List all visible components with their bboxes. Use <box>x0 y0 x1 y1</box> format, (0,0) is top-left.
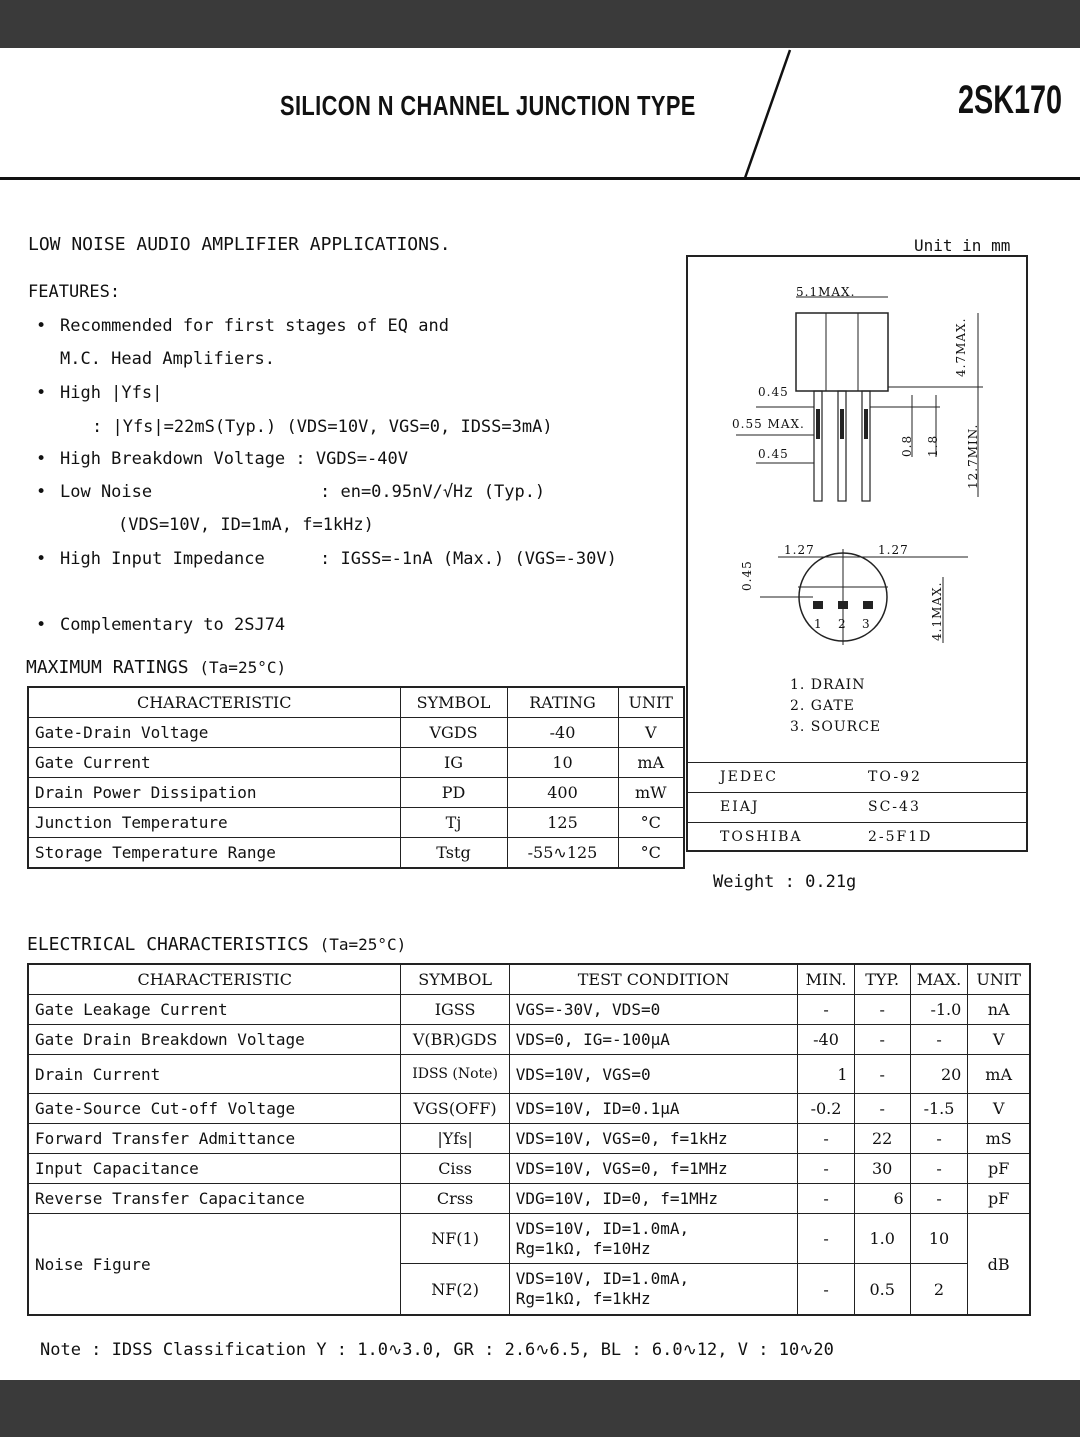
standard-code: SC-43 <box>868 799 921 815</box>
symbol-cell: PD <box>400 778 507 808</box>
standard-row-jedec <box>688 762 1026 793</box>
bullet-icon: • <box>36 615 47 635</box>
max-cell: - <box>910 1154 968 1184</box>
unit-cell: V <box>968 1094 1030 1124</box>
characteristic-cell: Noise Figure <box>28 1214 401 1316</box>
condition-line: VDS=10V, ID=1.0mA, <box>515 1218 690 1238</box>
max-cell: -1.0 <box>910 995 968 1025</box>
symbol-cell: IG <box>400 748 507 778</box>
part-number: 2SK170 <box>958 78 1063 122</box>
dim-label: 5.1MAX. <box>796 285 856 299</box>
rating-cell: -40 <box>507 718 618 748</box>
feature-1-line-1: Recommended for first stages of EQ and <box>60 316 449 336</box>
unit-cell: pF <box>968 1184 1030 1214</box>
typ-cell: - <box>854 1025 910 1055</box>
table-row <box>28 778 684 808</box>
characteristic-cell: Drain Power Dissipation <box>28 778 400 808</box>
column-header: CHARACTERISTIC <box>28 964 401 995</box>
typ-cell: 22 <box>854 1124 910 1154</box>
column-header: MAX. <box>910 964 968 995</box>
column-header: CHARACTERISTIC <box>28 687 400 718</box>
typ-cell: 30 <box>854 1154 910 1184</box>
column-header: RATING <box>507 687 618 718</box>
unit-cell: °C <box>618 838 684 869</box>
symbol-cell: |Yfs| <box>401 1124 509 1154</box>
typ-cell: 0.5 <box>854 1264 910 1315</box>
condition-cell: VDS=10V, ID=0.1μA <box>509 1094 798 1124</box>
characteristic-cell: Gate-Source Cut-off Voltage <box>28 1094 401 1124</box>
feature-1-line-2: M.C. Head Amplifiers. <box>60 349 275 369</box>
symbol-cell: NF(2) <box>401 1264 509 1315</box>
unit-cell: mA <box>968 1055 1030 1094</box>
header-slash-divider <box>0 0 1080 200</box>
electrical-condition: (Ta=25°C) <box>319 935 407 954</box>
condition-line: Rg=1kΩ, f=1kHz <box>515 1289 651 1309</box>
characteristic-cell: Gate Leakage Current <box>28 995 401 1025</box>
feature-2: High |Yfs| <box>60 383 163 403</box>
bullet-icon: • <box>36 549 47 569</box>
min-cell: - <box>798 1154 854 1184</box>
standard-row-eiaj <box>688 792 1026 823</box>
typ-cell: - <box>854 995 910 1025</box>
dim-label: 4.1MAX. <box>930 581 944 641</box>
max-cell: 2 <box>910 1264 968 1315</box>
symbol-cell: V(BR)GDS <box>401 1025 509 1055</box>
characteristic-cell: Input Capacitance <box>28 1154 401 1184</box>
typ-cell: - <box>854 1055 910 1094</box>
max-ratings-heading <box>26 657 286 678</box>
condition-cell: VDS=10V, VGS=0, f=1MHz <box>509 1154 798 1184</box>
standard-code: 2-5F1D <box>868 829 933 845</box>
characteristic-cell: Gate-Drain Voltage <box>28 718 400 748</box>
table-row <box>28 1154 1030 1184</box>
max-cell: 10 <box>910 1214 968 1264</box>
table-row <box>28 718 684 748</box>
min-cell: 1 <box>798 1055 854 1094</box>
unit-cell: °C <box>618 808 684 838</box>
rating-cell: -55∿125 <box>507 838 618 869</box>
electrical-table <box>27 963 1031 1316</box>
table-row <box>28 1025 1030 1055</box>
bullet-icon: • <box>36 316 47 336</box>
standard-org: JEDEC <box>720 769 778 785</box>
condition-cell <box>509 1214 798 1264</box>
symbol-cell: Tj <box>400 808 507 838</box>
condition-cell: VGS=-30V, VDS=0 <box>509 995 798 1025</box>
feature-4: Low Noise <box>60 482 153 502</box>
unit-cell: mW <box>618 778 684 808</box>
bottom-bar <box>0 1380 1080 1437</box>
standard-org: EIAJ <box>720 799 760 815</box>
electrical-heading <box>27 934 406 955</box>
rating-cell: 125 <box>507 808 618 838</box>
characteristic-cell: Junction Temperature <box>28 808 400 838</box>
max-ratings-table <box>27 686 685 869</box>
pin-number: 3 <box>862 617 871 631</box>
pin-label-source: 3. SOURCE <box>790 719 882 735</box>
dim-label: 0.8 <box>900 434 914 457</box>
table-row <box>28 995 1030 1025</box>
condition-line: VDS=10V, ID=1.0mA, <box>515 1269 690 1289</box>
table-row-noise-1 <box>28 1214 1030 1264</box>
table-row <box>28 808 684 838</box>
min-cell: -0.2 <box>798 1094 854 1124</box>
characteristic-cell: Gate Drain Breakdown Voltage <box>28 1025 401 1055</box>
characteristic-cell: Reverse Transfer Capacitance <box>28 1184 401 1214</box>
standard-row-toshiba <box>688 822 1026 853</box>
footnote: Note : IDSS Classification Y : 1.0∿3.0, GR : 2.6∿6.5, BL : 6.0∿12, V : 10∿20 <box>40 1340 834 1360</box>
condition-cell: VDS=10V, VGS=0 <box>509 1055 798 1094</box>
pin-label-gate: 2. GATE <box>790 698 855 714</box>
typ-cell: 6 <box>854 1184 910 1214</box>
min-cell: - <box>798 1184 854 1214</box>
column-header: TYP. <box>854 964 910 995</box>
column-header: MIN. <box>798 964 854 995</box>
table-row <box>28 748 684 778</box>
min-cell: -40 <box>798 1025 854 1055</box>
rating-cell: 400 <box>507 778 618 808</box>
characteristic-cell: Forward Transfer Admittance <box>28 1124 401 1154</box>
symbol-cell: VGS(OFF) <box>401 1094 509 1124</box>
rating-cell: 10 <box>507 748 618 778</box>
min-cell: - <box>798 1214 854 1264</box>
symbol-cell: VGDS <box>400 718 507 748</box>
electrical-title: ELECTRICAL CHARACTERISTICS <box>27 934 309 955</box>
max-cell: 20 <box>910 1055 968 1094</box>
bullet-icon: • <box>36 449 47 469</box>
symbol-cell: NF(1) <box>401 1214 509 1264</box>
standard-org: TOSHIBA <box>720 829 803 845</box>
dim-label: 0.45 <box>758 385 789 399</box>
condition-line: Rg=1kΩ, f=10Hz <box>515 1238 651 1258</box>
standard-code: TO-92 <box>868 769 922 785</box>
min-cell: - <box>798 1264 854 1315</box>
table-row <box>28 1184 1030 1214</box>
symbol-cell: Ciss <box>401 1154 509 1184</box>
feature-2-detail: : |Yfs|=22mS(Typ.) (VDS=10V, VGS=0, IDSS=3mA) <box>92 417 553 437</box>
feature-3: High Breakdown Voltage : VGDS=-40V <box>60 449 408 469</box>
unit-cell: pF <box>968 1154 1030 1184</box>
unit-cell: mA <box>618 748 684 778</box>
dim-label: 1.8 <box>926 434 940 457</box>
feature-6: Complementary to 2SJ74 <box>60 615 286 635</box>
table-header-row <box>28 964 1030 995</box>
unit-cell: mS <box>968 1124 1030 1154</box>
dim-label: 1.27 <box>784 543 815 557</box>
table-row <box>28 838 684 869</box>
condition-cell: VDS=0, IG=-100μA <box>509 1025 798 1055</box>
dim-label: 0.45 <box>740 560 754 591</box>
symbol-cell: Crss <box>401 1184 509 1214</box>
unit-cell: V <box>618 718 684 748</box>
dim-label: 4.7MAX. <box>954 317 968 377</box>
column-header: UNIT <box>968 964 1030 995</box>
pin-label-drain: 1. DRAIN <box>790 677 866 693</box>
feature-5: High Input Impedance <box>60 549 265 569</box>
min-cell: - <box>798 1124 854 1154</box>
dim-label: 12.7MIN. <box>966 423 980 489</box>
condition-cell: VDS=10V, VGS=0, f=1kHz <box>509 1124 798 1154</box>
unit-cell: dB <box>968 1214 1030 1316</box>
max-cell: -1.5 <box>910 1094 968 1124</box>
table-row <box>28 1124 1030 1154</box>
condition-cell: VDG=10V, ID=0, f=1MHz <box>509 1184 798 1214</box>
features-heading: FEATURES: <box>28 282 121 302</box>
symbol-cell: IDSS (Note) <box>401 1055 509 1094</box>
max-ratings-condition: (Ta=25°C) <box>199 658 287 677</box>
max-cell: - <box>910 1124 968 1154</box>
symbol-cell: IGSS <box>401 995 509 1025</box>
application-line: LOW NOISE AUDIO AMPLIFIER APPLICATIONS. <box>28 234 451 255</box>
unit-cell: nA <box>968 995 1030 1025</box>
typ-cell: 1.0 <box>854 1214 910 1264</box>
condition-cell <box>509 1264 798 1315</box>
table-row <box>28 1055 1030 1094</box>
page-title: SILICON N CHANNEL JUNCTION TYPE <box>280 90 696 121</box>
characteristic-cell: Storage Temperature Range <box>28 838 400 869</box>
column-header: SYMBOL <box>400 687 507 718</box>
typ-cell: - <box>854 1094 910 1124</box>
max-cell: - <box>910 1025 968 1055</box>
dim-label: 0.45 <box>758 447 789 461</box>
column-header: SYMBOL <box>401 964 509 995</box>
symbol-cell: Tstg <box>400 838 507 869</box>
unit-note: Unit in mm <box>914 236 1011 255</box>
table-header-row <box>28 687 684 718</box>
header-rule <box>0 177 1080 180</box>
package-outline-box <box>686 255 1028 852</box>
pin-number: 1 <box>814 617 823 631</box>
bullet-icon: • <box>36 383 47 403</box>
max-cell: - <box>910 1184 968 1214</box>
bullet-icon: • <box>36 482 47 502</box>
dim-label: 0.55 MAX. <box>732 417 805 431</box>
unit-cell: V <box>968 1025 1030 1055</box>
max-ratings-title: MAXIMUM RATINGS <box>26 657 189 678</box>
feature-4-value: : en=0.95nV/√Hz (Typ.) <box>320 482 546 502</box>
characteristic-cell: Drain Current <box>28 1055 401 1094</box>
characteristic-cell: Gate Current <box>28 748 400 778</box>
table-row <box>28 1094 1030 1124</box>
feature-5-value: : IGSS=-1nA (Max.) (VGS=-30V) <box>320 549 617 569</box>
pin-number: 2 <box>838 617 847 631</box>
column-header: TEST CONDITION <box>509 964 798 995</box>
min-cell: - <box>798 995 854 1025</box>
column-header: UNIT <box>618 687 684 718</box>
feature-4-condition: (VDS=10V, ID=1mA, f=1kHz) <box>118 515 374 535</box>
package-weight: Weight : 0.21g <box>713 872 857 892</box>
dim-label: 1.27 <box>878 543 909 557</box>
